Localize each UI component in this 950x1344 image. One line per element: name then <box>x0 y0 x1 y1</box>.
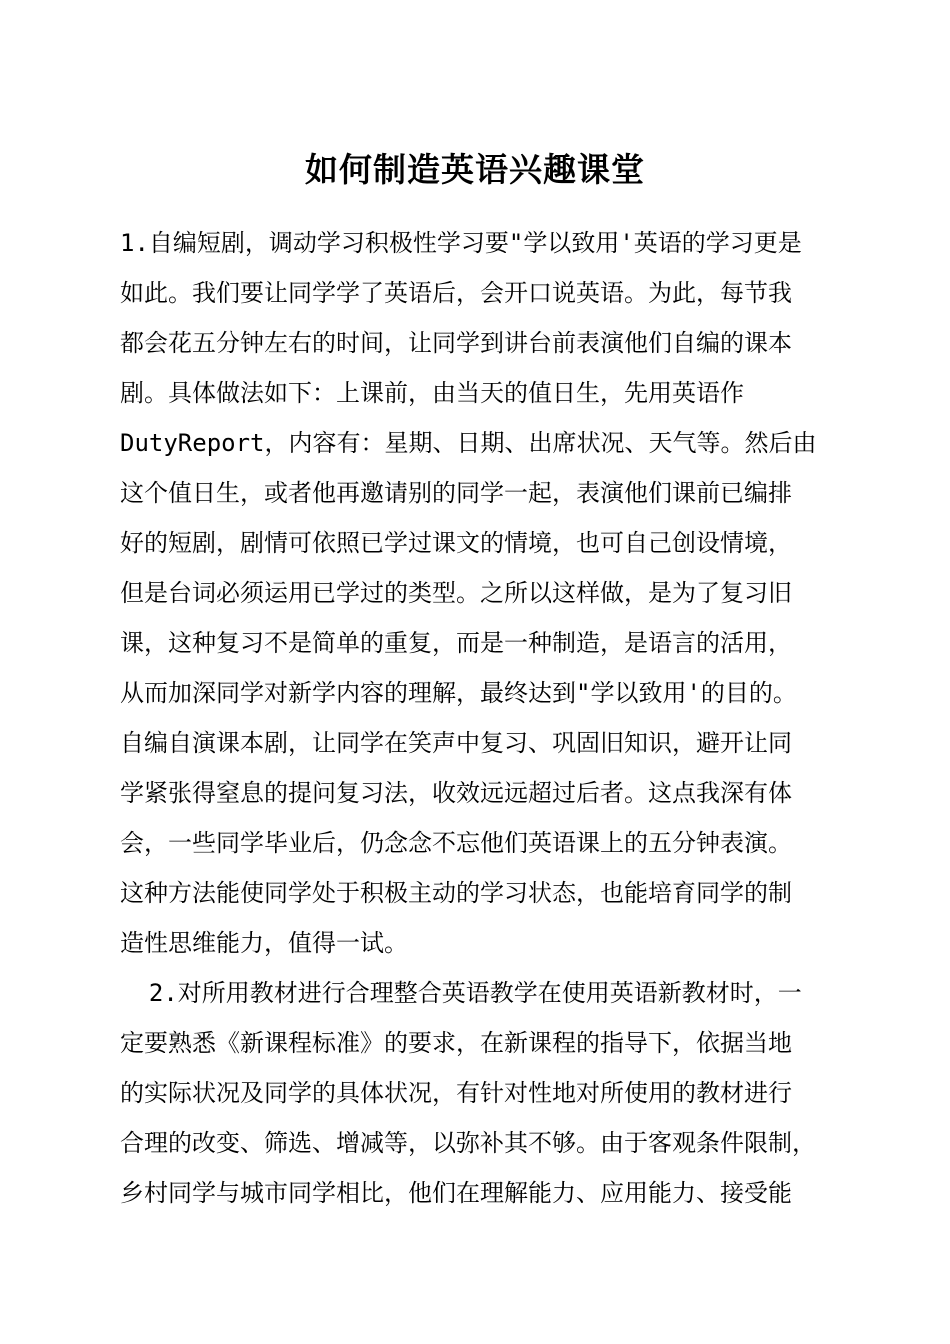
body-line-18: 的实际状况及同学的具体状况，有针对性地对所使用的教材进行 <box>120 1079 792 1107</box>
body-line-1: 1.自编短剧，调动学习积极性学习要"学以致用'英语的学习更是 <box>120 229 802 257</box>
body-line-6: 这个值日生，或者他再邀请别的同学一起，表演他们课前已编排 <box>120 479 792 507</box>
body-line-14: 这种方法能使同学处于积极主动的学习状态，也能培育同学的制 <box>120 879 792 907</box>
body-line-16: 2.对所用教材进行合理整合英语教学在使用英语新教材时，一 <box>120 979 802 1007</box>
body-line-20: 乡村同学与城市同学相比，他们在理解能力、应用能力、接受能 <box>120 1179 792 1207</box>
body-line-15: 造性思维能力，值得一试。 <box>120 929 408 957</box>
body-line-12: 学紧张得窒息的提问复习法，收效远远超过后者。这点我深有体 <box>120 779 792 807</box>
body-line-10: 从而加深同学对新学内容的理解，最终达到"学以致用'的目的。 <box>120 679 797 707</box>
body-line-2: 如此。我们要让同学学了英语后，会开口说英语。为此，每节我 <box>120 279 792 307</box>
body-line-17: 定要熟悉《新课程标准》的要求，在新课程的指导下，依据当地 <box>120 1029 792 1057</box>
body-line-19: 合理的改变、筛选、增减等，以弥补其不够。由于客观条件限制， <box>120 1129 816 1157</box>
body-line-7: 好的短剧，剧情可依照已学过课文的情境，也可自己创设情境， <box>120 529 792 557</box>
body-line-9: 课，这种复习不是简单的重复，而是一种制造，是语言的活用， <box>120 629 792 657</box>
body-line-5: DutyReport，内容有：星期、日期、出席状况、天气等。然后由 <box>120 429 817 457</box>
body-line-4: 剧。具体做法如下：上课前，由当天的值日生，先用英语作 <box>120 379 744 407</box>
document-title: 如何制造英语兴趣课堂 <box>305 150 645 189</box>
body-line-8: 但是台词必须运用已学过的类型。之所以这样做，是为了复习旧 <box>120 579 792 607</box>
body-line-3: 都会花五分钟左右的时间，让同学到讲台前表演他们自编的课本 <box>120 329 792 357</box>
body-line-13: 会，一些同学毕业后，仍念念不忘他们英语课上的五分钟表演。 <box>120 829 792 857</box>
body-line-11: 自编自演课本剧，让同学在笑声中复习、巩固旧知识，避开让同 <box>120 729 792 757</box>
